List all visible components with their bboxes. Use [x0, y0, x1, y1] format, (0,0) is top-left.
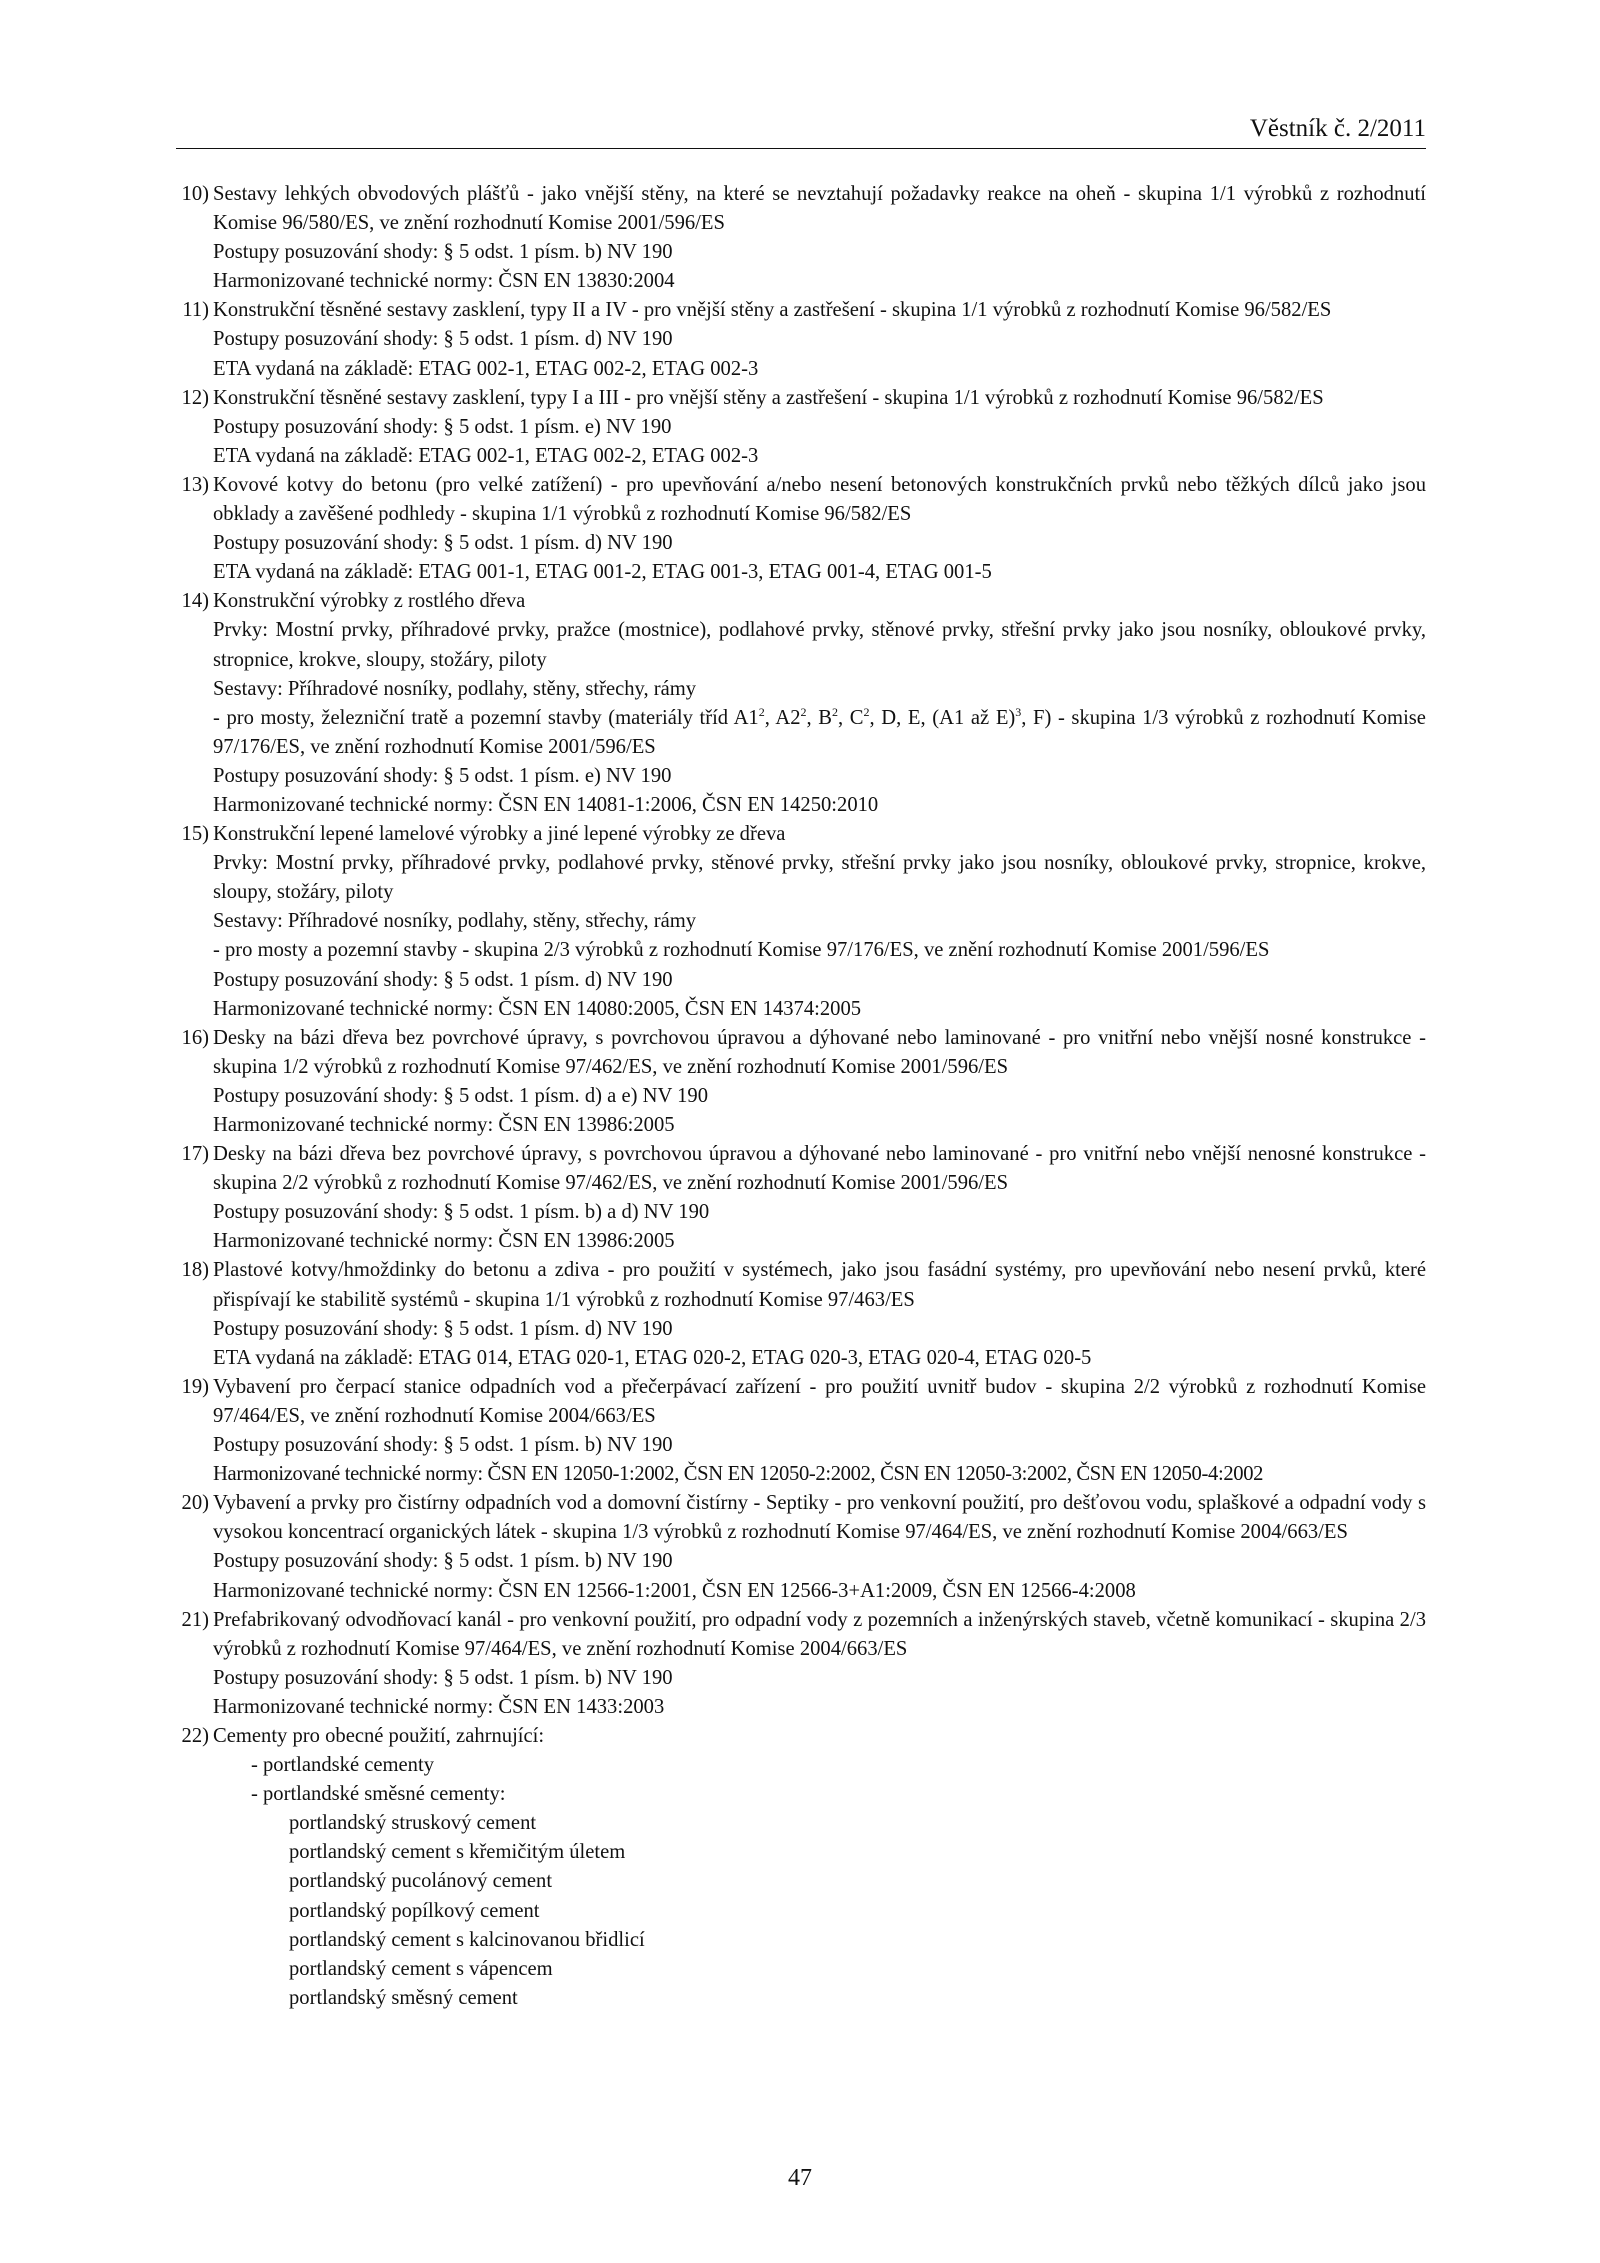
item-text: Sestavy: Příhradové nosníky, podlahy, stěny, střechy, rámy: [213, 910, 697, 933]
list-item: [176, 820, 1426, 1024]
sub-item: - portlandské směsné cementy:: [251, 1783, 506, 1806]
item-text: Sestavy lehkých obvodových plášťů - jako vnější stěny, na které se nevztahují požadavky reakce na oheň - skupina 1/1 výrobků z rozhodnutí Komise 96/580/ES, ve znění rozhodnutí Komise 2001/596/ES: [213, 183, 1426, 235]
item-text: ETA vydaná na základě: ETAG 001-1, ETAG 001-2, ETAG 001-3, ETAG 001-4, ETAG 001-5: [213, 561, 992, 584]
sub-sub-item: portlandský struskový cement: [289, 1812, 537, 1835]
item-text: Plastové kotvy/hmoždinky do betonu a zdiva - pro použití v systémech, jako jsou fasádní systémy, pro upevňování nebo nesení prvků, které přispívají ke stabilitě systémů - skupina 1/1 výrobků z rozhodnutí Komise 97/463/ES: [213, 1259, 1426, 1311]
item-text: Prvky: Mostní prvky, příhradové prvky, pražce (mostnice), podlahové prvky, stěnové prvky, střešní prvky jako jsou nosníky, obloukové prvky, stropnice, krokve, sloupy, stožáry, piloty: [213, 619, 1426, 671]
item-number: 17): [181, 1143, 209, 1166]
item-text: ETA vydaná na základě: ETAG 002-1, ETAG 002-2, ETAG 002-3: [213, 357, 759, 380]
item-number: 19): [181, 1375, 209, 1398]
sub-sub-item: portlandský cement s křemičitým úletem: [289, 1841, 626, 1864]
list-item: [176, 1373, 1426, 1489]
item-text: Harmonizované technické normy: ČSN EN 13986:2005: [213, 1114, 675, 1136]
list-item: [176, 587, 1426, 820]
item-text: Desky na bázi dřeva bez povrchové úpravy, s povrchovou úpravou a dýhované nebo laminované - pro vnitřní nebo vnější nenosné konstrukce - skupina 2/2 výrobků z rozhodnutí Komise 97/462/ES, ve znění rozhodnutí Komise 2001/596/ES: [213, 1143, 1426, 1195]
item-text: Prefabrikovaný odvodňovací kanál - pro venkovní použití, pro odpadní vody z pozemních a inženýrských staveb, včetně komunikací - skupina 2/3 výrobků z rozhodnutí Komise 97/464/ES, ve znění rozhodnutí Komise 2004/663/ES: [213, 1608, 1426, 1660]
item-text: ETA vydaná na základě: ETAG 002-1, ETAG 002-2, ETAG 002-3: [213, 444, 759, 467]
item-text: - pro mosty, železniční tratě a pozemní stavby (materiály tříd $A1^2$, $A2^2$, $B^2$, $C^2$, D, E, (A1 až E)$^3$, F) - skupina 1/3 výrobků z rozhodnutí Komise 97/176/ES, ve znění rozhodnutí Komise 2001/596/ES: [213, 704, 1426, 758]
page-number: 47: [788, 2165, 812, 2191]
item-text: Vybavení pro čerpací stanice odpadních vod a přečerpávací zařízení - pro použití uvnitř budov - skupina 2/2 výrobků z rozhodnutí Komise 97/464/ES, ve znění rozhodnutí Komise 2004/663/ES: [213, 1375, 1426, 1427]
item-text: Harmonizované technické normy: ČSN EN 12566-1:2001, ČSN EN 12566-3+A1:2009, ČSN EN 12566-4:2008: [213, 1579, 1136, 1602]
item-number: 21): [181, 1608, 209, 1631]
item-number: 16): [181, 1026, 209, 1049]
item-text: Postupy posuzování shody: § 5 odst. 1 písm. e) NV 190: [213, 764, 672, 787]
list-item: [176, 384, 1426, 471]
item-text: Konstrukční výrobky z rostlého dřeva: [213, 590, 526, 613]
item-text: Kovové kotvy do betonu (pro velké zatížení) - pro upevňování a/nebo nesení betonových konstrukčních prvků nebo těžkých dílců jako jsou obklady a zavěšené podhledy - skupina 1/1 výrobků z rozhodnutí Komise 96/582/ES: [213, 473, 1426, 526]
item-text: Postupy posuzování shody: § 5 odst. 1 písm. b) NV 190: [213, 241, 673, 264]
item-number: 13): [181, 473, 209, 496]
item-text: Postupy posuzování shody: § 5 odst. 1 písm. b) NV 190: [213, 1434, 673, 1457]
list-item: [176, 296, 1426, 383]
item-number: 20): [181, 1492, 209, 1515]
item-text: Cementy pro obecné použití, zahrnující:: [213, 1724, 545, 1747]
list-item: [176, 1256, 1426, 1372]
item-text: Postupy posuzování shody: § 5 odst. 1 písm. d) NV 190: [213, 1317, 673, 1340]
item-text: Harmonizované technické normy: ČSN EN 12050-1:2002, ČSN EN 12050-2:2002, ČSN EN 12050-3:2002, ČSN EN 12050-4:2002: [213, 1463, 1264, 1486]
item-text: Konstrukční těsněné sestavy zasklení, typy I a III - pro vnější stěny a zastřešení - skupina 1/1 výrobků z rozhodnutí Komise 96/582/ES: [213, 386, 1324, 409]
list-item: [176, 1606, 1426, 1722]
item-text: Postupy posuzování shody: § 5 odst. 1 písm. d) NV 190: [213, 968, 673, 991]
item-number: 12): [181, 386, 209, 409]
page-header: [176, 108, 1426, 149]
sub-sub-item: portlandský popílkový cement: [289, 1899, 540, 1922]
journal-title: Věstník č. 2/2011: [1249, 115, 1426, 142]
document-body: [176, 180, 1426, 2013]
sub-sub-item: portlandský směsný cement: [289, 1986, 518, 2009]
item-text: Konstrukční lepené lamelové výrobky a jiné lepené výrobky ze dřeva: [213, 823, 786, 846]
item-text: Harmonizované technické normy: ČSN EN 13830:2004: [213, 270, 675, 293]
list-item: [176, 180, 1426, 296]
item-number: 22): [181, 1724, 209, 1747]
item-number: 10): [181, 183, 209, 205]
list-item: [176, 1024, 1426, 1140]
item-text: Vybavení a prvky pro čistírny odpadních vod a domovní čistírny - Septiky - pro venkovní použití, pro dešťovou vodu, splaškové a odpadní vody s vysokou koncentrací organických látek - skupina 1/3 výrobků z rozhodnutí Komise 97/464/ES, ve znění rozhodnutí Komise 2004/663/ES: [213, 1492, 1426, 1544]
item-text: Postupy posuzování shody: § 5 odst. 1 písm. d) NV 190: [213, 532, 673, 555]
list-item: [176, 1722, 1426, 2013]
item-text: Harmonizované technické normy: ČSN EN 1433:2003: [213, 1695, 665, 1718]
item-text: Postupy posuzování shody: § 5 odst. 1 písm. d) NV 190: [213, 328, 673, 351]
item-text: Postupy posuzování shody: § 5 odst. 1 písm. d) a e) NV 190: [213, 1084, 709, 1107]
item-text: Harmonizované technické normy: ČSN EN 14081-1:2006, ČSN EN 14250:2010: [213, 793, 879, 816]
sub-sub-item: portlandský cement s kalcinovanou břidlicí: [289, 1928, 645, 1951]
sub-sub-item: portlandský pucolánový cement: [289, 1870, 553, 1893]
list-item: [176, 1140, 1426, 1256]
item-text: Sestavy: Příhradové nosníky, podlahy, stěny, střechy, rámy: [213, 677, 697, 700]
sub-item: - portlandské cementy: [251, 1754, 434, 1777]
item-text: Prvky: Mostní prvky, příhradové prvky, podlahové prvky, stěnové prvky, střešní prvky jako jsou nosníky, obloukové prvky, stropnice, krokve, sloupy, stožáry, piloty: [213, 852, 1426, 904]
list-item: [176, 1489, 1426, 1605]
item-text: Postupy posuzování shody: § 5 odst. 1 písm. b) a d) NV 190: [213, 1201, 710, 1224]
item-text: Harmonizované technické normy: ČSN EN 14080:2005, ČSN EN 14374:2005: [213, 997, 862, 1020]
item-number: 15): [181, 823, 209, 846]
item-text: Desky na bázi dřeva bez povrchové úpravy, s povrchovou úpravou a dýhované nebo laminované - pro vnitřní nebo vnější nosné konstrukce - skupina 1/2 výrobků z rozhodnutí Komise 97/462/ES, ve znění rozhodnutí Komise 2001/596/ES: [213, 1026, 1426, 1078]
item-text: ETA vydaná na základě: ETAG 014, ETAG 020-1, ETAG 020-2, ETAG 020-3, ETAG 020-4, ETAG 020-5: [213, 1346, 1092, 1369]
sub-sub-item: portlandský cement s vápencem: [289, 1957, 553, 1980]
list-item: [176, 471, 1426, 587]
item-number: 14): [181, 590, 209, 613]
item-number: 18): [181, 1259, 209, 1282]
item-text: Postupy posuzování shody: § 5 odst. 1 písm. b) NV 190: [213, 1666, 673, 1689]
item-text: Postupy posuzování shody: § 5 odst. 1 písm. b) NV 190: [213, 1550, 673, 1573]
item-text: - pro mosty a pozemní stavby - skupina 2/3 výrobků z rozhodnutí Komise 97/176/ES, ve znění rozhodnutí Komise 2001/596/ES: [213, 939, 1270, 962]
item-text: Harmonizované technické normy: ČSN EN 13986:2005: [213, 1230, 675, 1253]
item-number: 11): [182, 299, 209, 322]
item-text: Postupy posuzování shody: § 5 odst. 1 písm. e) NV 190: [213, 415, 672, 438]
item-text: Konstrukční těsněné sestavy zasklení, typy II a IV - pro vnější stěny a zastřešení - skupina 1/1 výrobků z rozhodnutí Komise 96/582/ES: [213, 299, 1332, 322]
